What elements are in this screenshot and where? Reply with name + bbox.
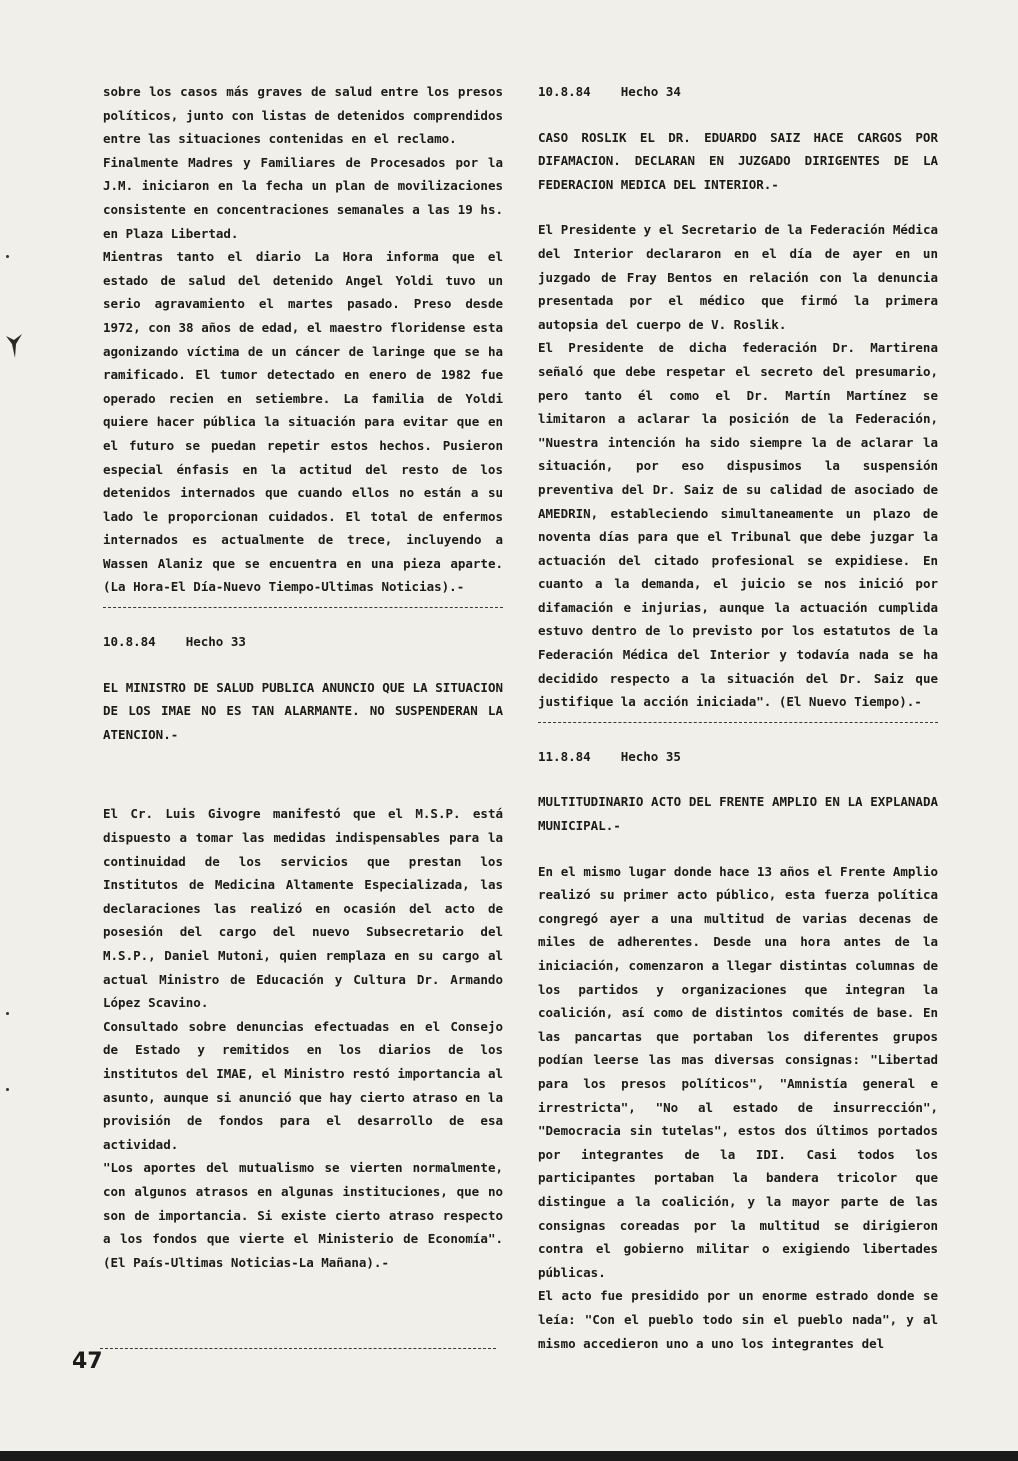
left-paragraph-1: sobre los casos más graves de salud entre los presos políticos, junto con listas de detenidos comprendidos entre las situaciones contenidas en el reclamo. [103,84,503,147]
fact-33-header [103,630,503,654]
right-column [538,80,938,1355]
fact-35-header [538,745,938,769]
fact-33-label: Hecho 33 [185,634,246,650]
left-paragraph-5: Consultado sobre denuncias efectuadas en el Consejo de Estado y remitidos en los diarios de los institutos del IMAE, el Ministro restó importancia al asunto, aunque si anunció que hay cierto atraso en la provisión de fondos para el desarrollo de esa actividad. [103,1018,503,1152]
margin-dot [6,1088,9,1091]
fact-35-title: MULTITUDINARIO ACTO DEL FRENTE AMPLIO EN LA EXPLANADA MUNICIPAL.- [538,794,938,834]
left-column [103,80,503,1274]
fact-34-date: 10.8.84 [538,84,591,99]
left-paragraph-4: El Cr. Luis Givogre manifestó que el M.S.P. está dispuesto a tomar las medidas indispensables para la continuidad de los servicios que prestan los Institutos de Medicina Altamente Especializada, las declaraciones las realizó en ocasión del acto de posesión del cargo del nuevo Subsecretario del M.S.P., Daniel Mutoni, quien remplaza en su cargo al actual Ministro de Educación y Cultura Dr. Armando López Scavino. [103,806,503,1011]
fact-35-date: 11.8.84 [538,748,591,764]
left-paragraph-6: "Los aportes del mutualismo se vierten normalmente, con algunos atrasos en algunas instituciones, que no son de importancia. Si existe cierto atraso respecto a los fondos que vierte el Ministerio de Economía". (El País-Ultimas Noticias-La Mañana).- [103,1160,503,1270]
page-number: 47 [72,1349,103,1374]
fact-34-title: CASO ROSLIK EL DR. EDUARDO SAIZ HACE CARGOS POR DIFAMACION. DECLARAN EN JUZGADO DIRIGENTES DE LA FEDERACION MEDICA DEL INTERIOR.- [538,129,938,192]
fact-34-label: Hecho 34 [620,84,681,99]
fact-34-header [538,80,938,104]
right-paragraph-3: En el mismo lugar donde hace 13 años el Frente Amplio realizó su primer acto público, esta fuerza política congregó ayer a una multitud de varias decenas de miles de adherentes. Desde una hora antes de la iniciación, comenzaron a llegar distintas columnas de los partidos y organizaciones que integran la coalición, así como de distintos comités de base. En las pancartas que portaban los diferentes grupos podían leerse las mas diversas consignas: "Libertad para los presos políticos", "Amnistía general e irrestricta", "No al estado de insurrección", "Democracia sin tutelas", estos dos últimos portados por integrantes de la IDI. Casi todos los participantes portaban la bandera tricolor que distingue a la coalición, y la mayor parte de las consignas coreadas por la multitud se dirigieron contra el gobierno militar o exigiendo libertades públicas. [538,863,938,1280]
right-paragraph-4: El acto fue presidido por un enorme estrado donde se leía: "Con el pueblo todo sin el pueblo nada", y al mismo accedieron uno a uno los integrantes del [538,1288,938,1351]
left-paragraph-2: Finalmente Madres y Familiares de Procesados por la J.M. iniciaron en la fecha un plan de movilizaciones consistente en concentraciones semanales a las 19 hs. en Plaza Libertad. [103,154,503,241]
scan-edge [0,1451,1018,1461]
fact-33-date: 10.8.84 [103,634,156,650]
right-paragraph-1: El Presidente y el Secretario de la Federación Médica del Interior declararon en el día de ayer en un juzgado de Fray Bentos en relación con la denuncia presentada por el médico que firmó la primera autopsia del cuerpo de V. Roslik. [538,222,938,332]
margin-mark-icon [4,326,24,360]
left-paragraph-3: Mientras tanto el diario La Hora informa que el estado de salud del detenido Angel Yoldi tuvo un serio agravamiento el martes pasado. Preso desde 1972, con 38 años de edad, el maestro floridense esta agonizando víctima de un cáncer de laringe que se ha ramificado. El tumor detectado en enero de 1982 fue operado recien en setiembre. La familia de Yoldi quiere hacer pública la situación para evitar que en el futuro se puedan repetir estos hechos. Pusieron especial énfasis en la actitud del resto de los detenidos internados que cuando ellos no están a su lado le proporcionan cuidados. El total de enfermos internados es actualmente de trece, incluyendo a Wassen Alaniz que se encuentra en una pieza aparte. (La Hora-El Día-Nuevo Tiempo-Ultimas Noticias).- [103,249,503,595]
margin-dot [6,255,9,258]
footer-divider [100,1348,496,1349]
fact-33-title: EL MINISTRO DE SALUD PUBLICA ANUNCIO QUE LA SITUACION DE LOS IMAE NO ES TAN ALARMANTE. NO SUSPENDERAN LA ATENCION.- [103,679,503,742]
margin-dot [6,1012,9,1015]
right-paragraph-2: El Presidente de dicha federación Dr. Martirena señaló que debe respetar el secreto del presumario, pero tanto él como el Dr. Martín Martínez se limitaron a aclarar la posición de la Federación, "Nuestra intención ha sido siempre la de aclarar la situación, por eso dispusimos la suspensión preventiva del Dr. Saiz de su calidad de asociado de AMEDRIN, estableciendo simultaneamente un plazo de noventa días para que el Tribunal que debe juzgar la actuación del citado profesional se expidiese. En cuanto a la demanda, el juicio se nos inició por difamación e injurias, aunque la actuación cumplida estuvo dentro de lo previsto por los estatutos de la Federación Médica del Interior y todavía nada se ha decidido respecto a la situación del Dr. Saiz que justifique la acción iniciada". (El Nuevo Tiempo).- [538,340,938,710]
fact-35-label: Hecho 35 [620,748,681,764]
